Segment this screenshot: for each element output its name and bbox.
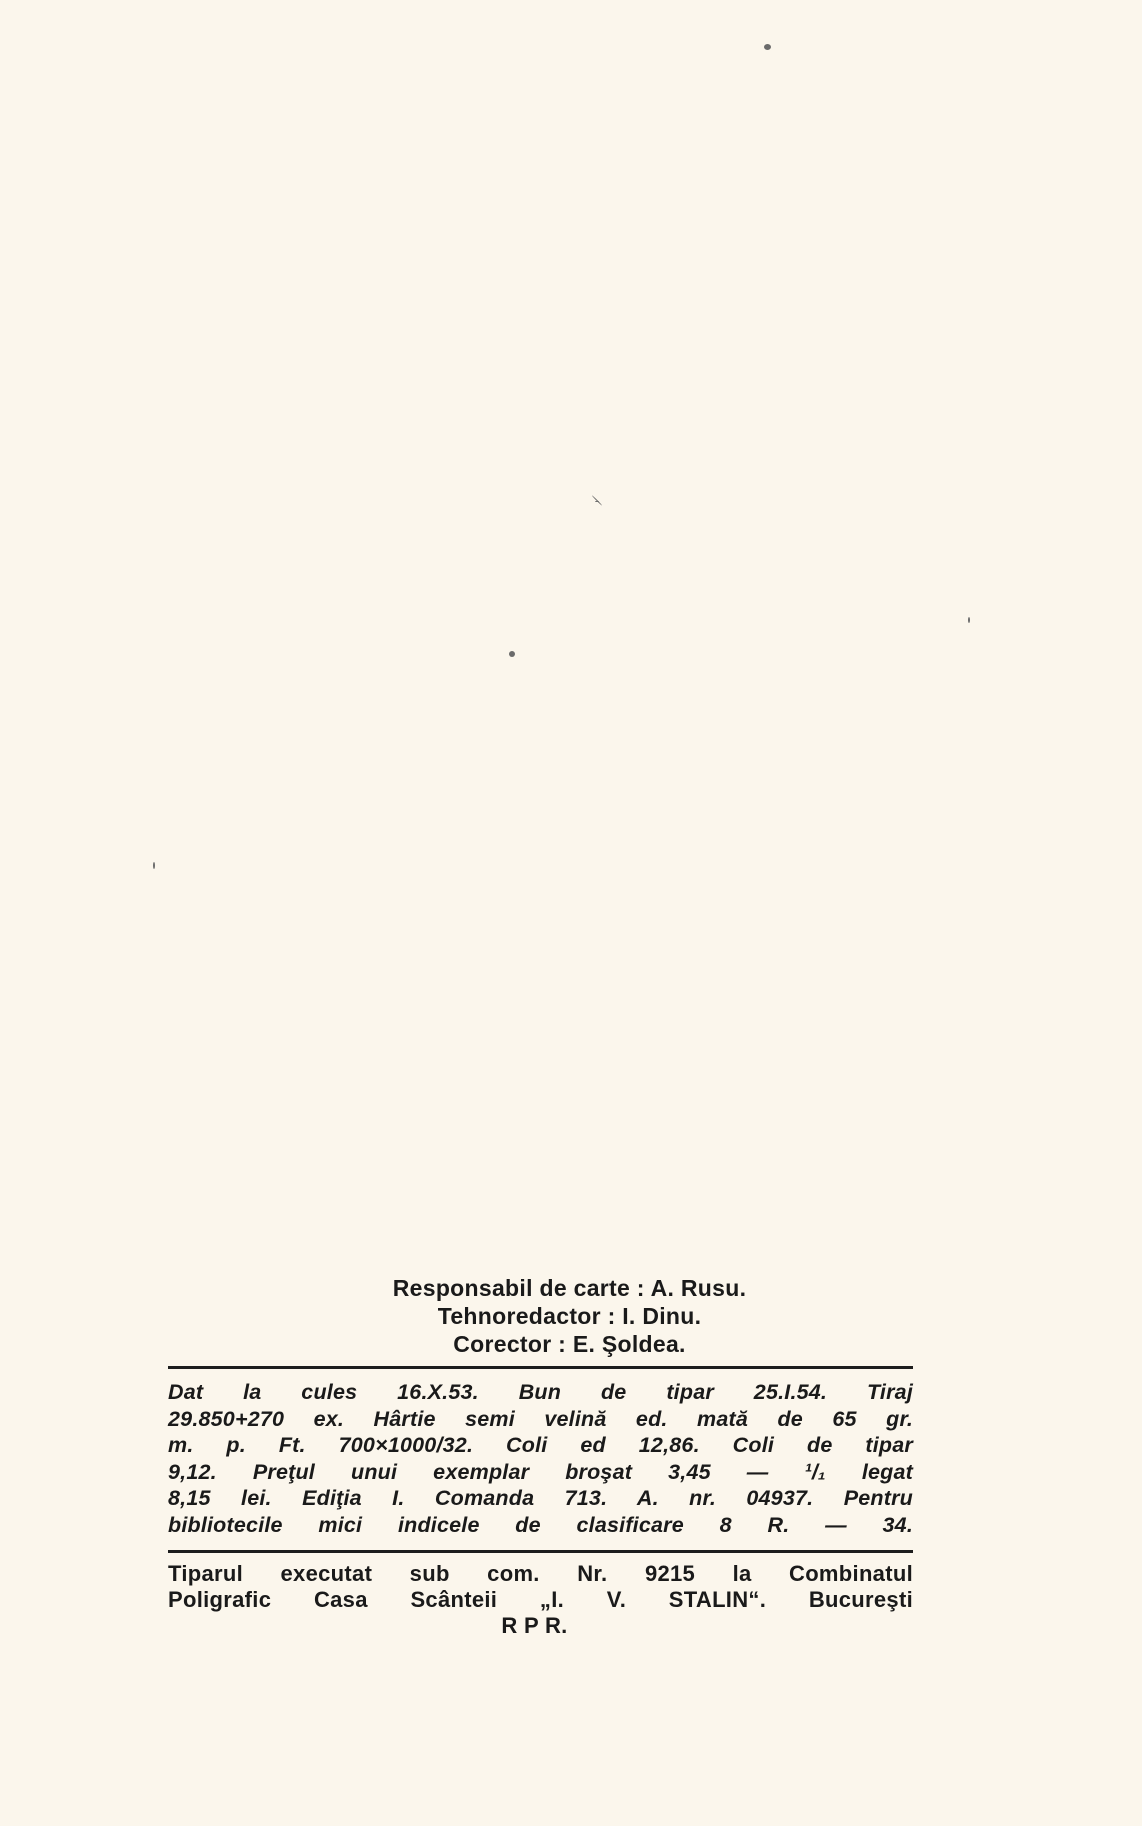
printer-country: R P R.	[501, 1613, 568, 1638]
details-line: 9,12. Preţul unui exemplar broşat 3,45 — ¹/₁ legat	[168, 1459, 913, 1484]
technical-editor: Tehnoredactor : I. Dinu.	[437, 1303, 702, 1329]
details-line: 29.850+270 ex. Hârtie semi velină ed. mată de 65 gr.	[168, 1406, 913, 1431]
responsible-editor: Responsabil de carte : A. Rusu.	[392, 1275, 747, 1301]
details-line: m. p. Ft. 700×1000/32. Coli ed 12,86. Coli de tipar	[168, 1433, 913, 1457]
printer-info	[168, 1561, 913, 1639]
print-details	[168, 1379, 913, 1538]
paper-speck	[968, 617, 970, 623]
printer-line: Tiparul executat sub com. Nr. 9215 la Combinatul	[168, 1561, 913, 1586]
paper-speck	[509, 651, 515, 657]
divider-rule	[168, 1550, 913, 1553]
colophon	[168, 1274, 913, 1639]
details-line: Dat la cules 16.X.53. Bun de tipar 25.I.54. Tiraj	[168, 1380, 913, 1404]
paper-speck	[592, 495, 603, 506]
proofreader: Corector : E. Şoldea.	[453, 1331, 686, 1357]
details-line: 8,15 lei. Ediţia I. Comanda 713. A. nr. 04937. Pentru	[168, 1486, 913, 1510]
divider-rule	[168, 1366, 913, 1369]
paper-speck	[764, 44, 771, 50]
printer-line: Poligrafic Casa Scânteii „I. V. STALIN“. Bucureşti	[168, 1587, 913, 1612]
paper-speck	[153, 862, 155, 869]
credits-block	[168, 1274, 913, 1358]
details-line: bibliotecile mici indicele de clasificare 8 R. — 34.	[168, 1512, 913, 1537]
